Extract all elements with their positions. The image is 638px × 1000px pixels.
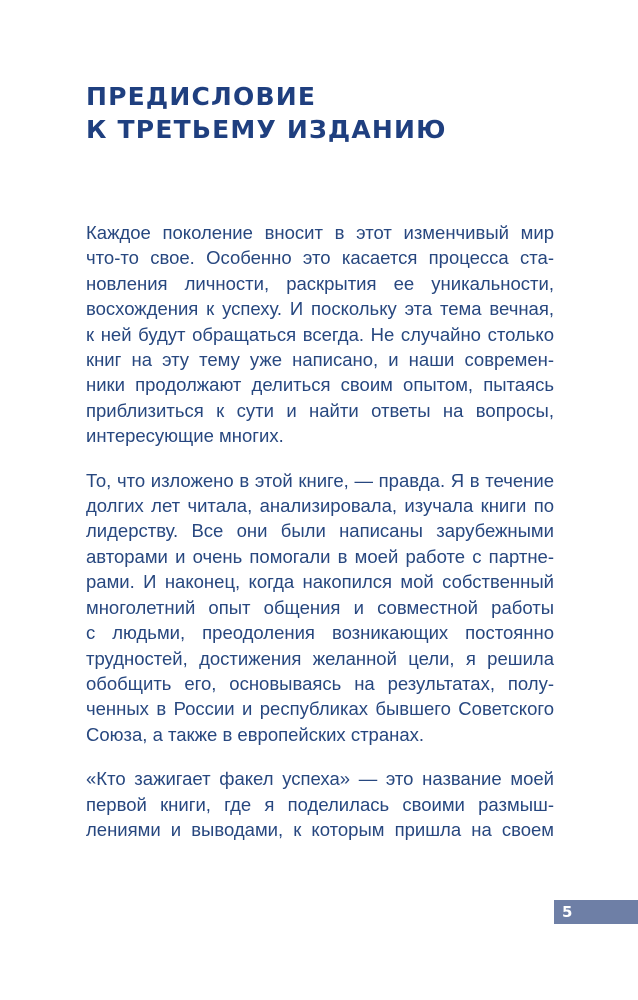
text-line: новления личности, раскрытия ее уникальности, — [86, 272, 554, 294]
paragraph — [86, 468, 554, 747]
text-line: Союза, а также в европейских странах. — [86, 723, 425, 745]
text-line: Каждое поколение вносит в этот изменчивый мир — [86, 222, 554, 243]
text-line: авторами и очень помогали в моей работе с партне- — [86, 545, 554, 567]
chapter-heading — [86, 80, 566, 146]
text-line: приблизиться к сути и найти ответы на вопросы, — [86, 399, 554, 421]
text-line: восхождения к успеху. И поскольку эта тема вечная, — [86, 298, 554, 320]
text-line: То, что изложено в этой книге, — правда. Я в течение — [86, 469, 554, 491]
paragraph — [86, 766, 554, 842]
text-line: книг на эту тему уже написано, и наши современ- — [86, 349, 554, 371]
text-line: «Кто зажигает факел успеха» — это название моей — [86, 768, 554, 790]
body-text — [86, 220, 554, 861]
text-line: к ней будут обращаться всегда. Не случайно столько — [86, 323, 554, 345]
text-line: с людьми, преодоления возникающих постоянно — [86, 622, 554, 644]
text-line: обобщить его, основываясь на результатах, полу- — [86, 672, 554, 694]
text-line: рами. И наконец, когда накопился мой собственный — [86, 571, 554, 593]
text-line: трудностей, достижения желанной цели, я решила — [86, 647, 554, 669]
text-line: лидерству. Все они были написаны зарубежными — [86, 520, 554, 542]
page-number: 5 — [554, 900, 638, 924]
chapter-heading-line: ПРЕДИСЛОВИЕ — [86, 82, 317, 111]
text-line: долгих лет читала, анализировала, изучала книги по — [86, 495, 554, 517]
text-line: ченных в России и республиках бывшего Советского — [86, 698, 554, 720]
chapter-heading-line: К ТРЕТЬЕМУ ИЗДАНИЮ — [86, 115, 447, 144]
text-line: интересующие многих. — [86, 425, 284, 447]
text-line: многолетний опыт общения и совместной работы — [86, 596, 554, 618]
paragraph — [86, 220, 554, 449]
text-line: лениями и выводами, к которым пришла на своем — [86, 818, 554, 840]
text-line: что-то свое. Особенно это касается процесса ста- — [86, 247, 554, 269]
text-line: ники продолжают делиться своим опытом, пытаясь — [86, 374, 554, 396]
text-line: первой книги, где я поделилась своими размыш- — [86, 793, 554, 815]
